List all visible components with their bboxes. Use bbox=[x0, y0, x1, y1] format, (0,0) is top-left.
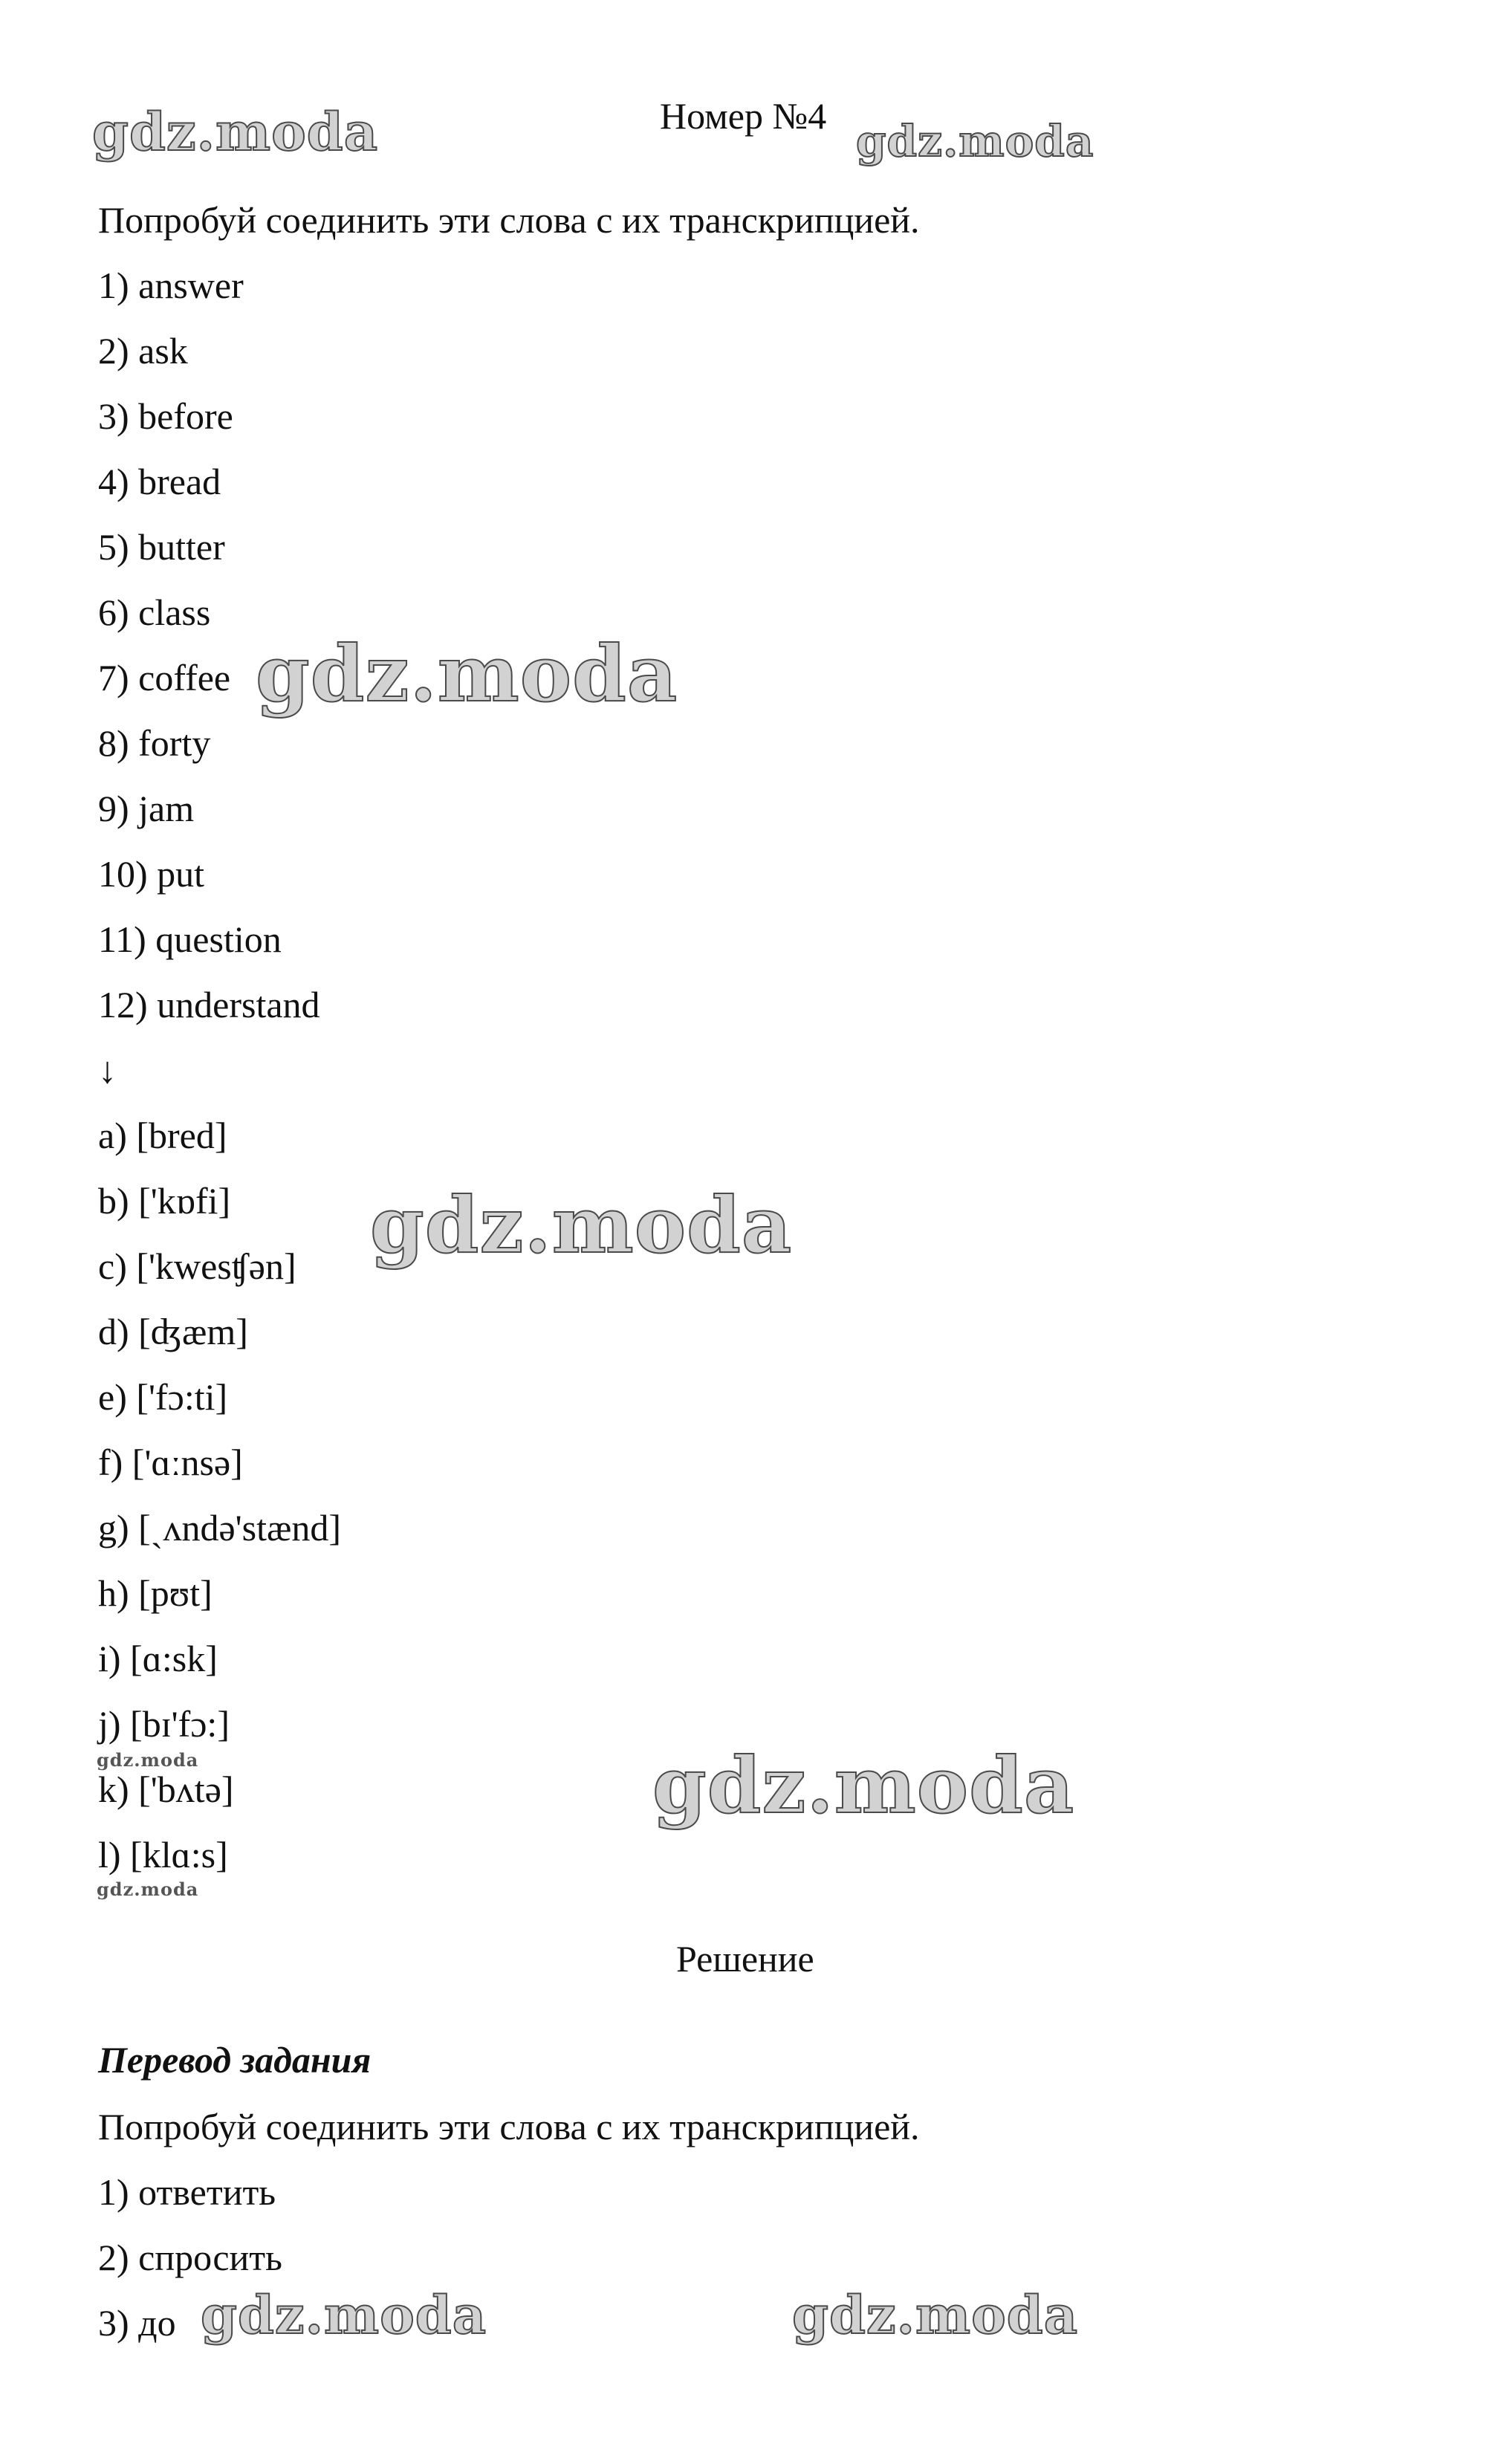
transcription-item: i) [ɑ:sk] bbox=[98, 1638, 218, 1679]
word-item: 9) jam bbox=[98, 788, 195, 829]
watermark: gdz.moda bbox=[792, 2284, 1079, 2346]
watermark: gdz.moda bbox=[856, 116, 1094, 166]
solution-label: Решение bbox=[676, 1938, 814, 1980]
translation-item: 3) до bbox=[98, 2302, 176, 2344]
transcription-item: h) [pʊt] bbox=[98, 1572, 213, 1614]
task-instruction: Попробуй соединить эти слова с их транскрипцией. bbox=[98, 199, 920, 241]
transcription-item: e) ['fɔ:ti] bbox=[98, 1376, 228, 1418]
watermark: gdz.moda bbox=[201, 2284, 487, 2346]
translation-item: 1) ответить bbox=[98, 2171, 276, 2213]
watermark: gdz.moda bbox=[652, 1740, 1075, 1831]
transcription-item: c) ['kwesʧən] bbox=[98, 1245, 296, 1287]
transcription-item: k) ['bʌtə] bbox=[98, 1768, 234, 1810]
word-item: 5) butter bbox=[98, 526, 225, 568]
transcription-item: b) ['kɒfi] bbox=[98, 1180, 231, 1222]
word-item: 6) class bbox=[98, 591, 211, 633]
word-item: 4) bread bbox=[98, 461, 221, 502]
transcription-item: d) [ʤæm] bbox=[98, 1311, 248, 1352]
translation-item: 2) спросить bbox=[98, 2237, 282, 2278]
transcription-item: l) [klɑ:s] bbox=[98, 1834, 228, 1875]
watermark: gdz.moda bbox=[97, 1878, 199, 1900]
word-item: 3) before bbox=[98, 395, 233, 437]
transcription-item: a) [bred] bbox=[98, 1115, 227, 1156]
page-title: Номер №4 bbox=[660, 95, 827, 137]
word-item: 11) question bbox=[98, 918, 282, 960]
translation-instruction: Попробуй соединить эти слова с их транскрипцией. bbox=[98, 2106, 920, 2147]
watermark: gdz.moda bbox=[370, 1179, 793, 1271]
word-item: 10) put bbox=[98, 853, 205, 895]
word-item: 2) ask bbox=[98, 330, 188, 372]
transcription-item: j) [bɪ'fɔ:] bbox=[98, 1703, 230, 1745]
word-item: 8) forty bbox=[98, 722, 211, 764]
transcription-item: g) [ˏʌndə'stænd] bbox=[98, 1507, 342, 1549]
transcription-item: f) ['ɑːnsə] bbox=[98, 1442, 243, 1483]
watermark: gdz.moda bbox=[256, 628, 678, 719]
word-item: 7) coffee bbox=[98, 657, 231, 698]
watermark: gdz.moda bbox=[92, 101, 379, 163]
translation-heading: Перевод задания bbox=[98, 2039, 372, 2081]
word-item: 12) understand bbox=[98, 984, 320, 1025]
watermark: gdz.moda bbox=[97, 1749, 199, 1771]
down-arrow-icon: ↓ bbox=[98, 1049, 117, 1091]
word-item: 1) answer bbox=[98, 265, 244, 306]
